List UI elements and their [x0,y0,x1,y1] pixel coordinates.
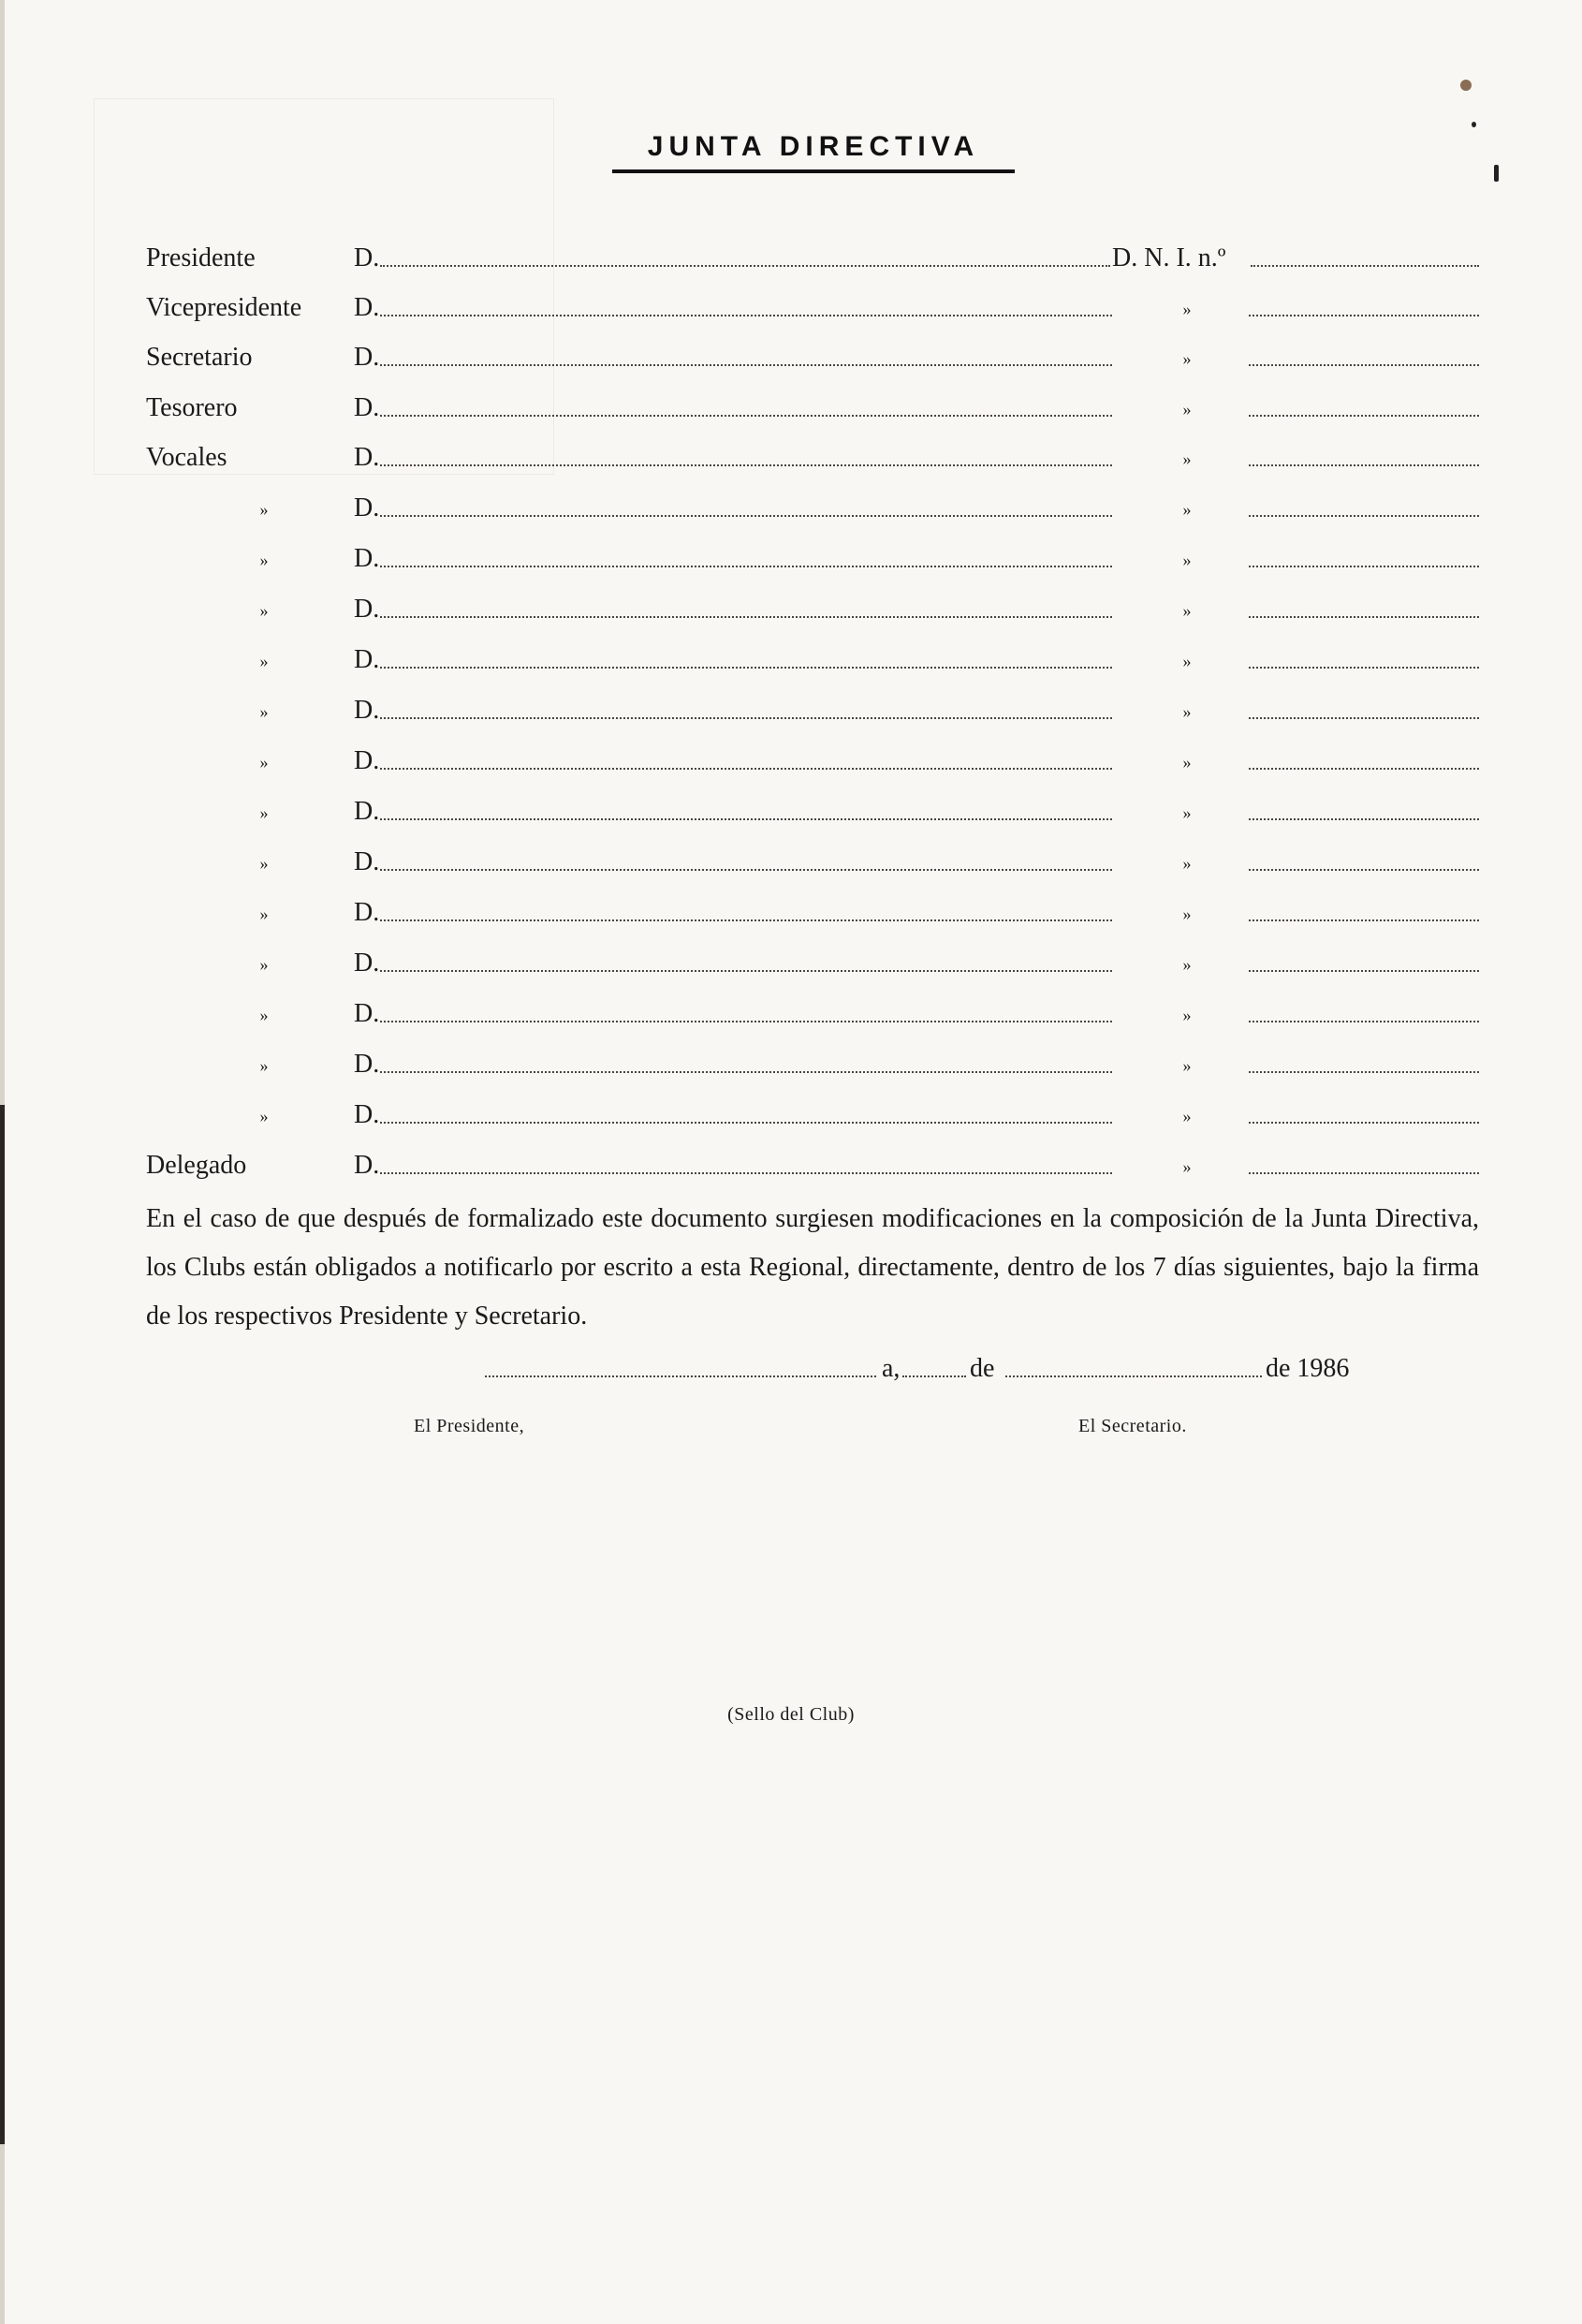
board-member-row [0,1093,1582,1130]
title-underline [612,169,1015,173]
name-input[interactable] [380,919,1112,921]
dni-ditto-mark: » [1182,1056,1192,1075]
dni-ditto-mark: » [1182,803,1192,822]
date-de-label: de [970,1354,995,1383]
role-ditto-mark: » [259,905,269,923]
name-prefix: D. [354,847,380,876]
role-ditto-mark: » [259,601,269,620]
board-member-row [0,789,1582,827]
dni-ditto-mark: » [1182,551,1192,569]
dni-input[interactable] [1249,970,1479,972]
role-ditto-mark: » [259,500,269,519]
notice-paragraph: En el caso de que después de formalizado este documento surgiesen modificaciones en la composición de la Junta Directiva, los Clubs están obligados a notificarlo por escrito a esta Regional, directamente, dentro de los 7 días siguientes, bajo la firma de los respectivos Presidente y Secretario. [146,1204,1479,1331]
role-ditto-mark: » [259,955,269,974]
board-member-row [0,688,1582,726]
name-input[interactable] [380,818,1112,820]
name-input[interactable] [380,970,1112,972]
document-title: JUNTA DIRECTIVA [647,131,980,162]
board-member-row [0,1143,1582,1181]
place-input[interactable] [485,1375,876,1377]
dni-input[interactable] [1249,415,1479,417]
board-member-row [0,587,1582,625]
name-prefix: D. [354,999,380,1028]
ink-spot [1472,122,1476,127]
name-prefix: D. [354,343,380,372]
day-input[interactable] [902,1375,966,1377]
name-input[interactable] [380,667,1112,669]
dni-ditto-mark: » [1182,1107,1192,1125]
role-ditto-mark: » [259,1107,269,1125]
board-member-row [0,236,1582,273]
dni-label: D. N. I. n.º [1112,243,1226,272]
role-ditto-mark: » [259,1056,269,1075]
board-member-row [0,1042,1582,1080]
dni-ditto-mark: » [1182,449,1192,468]
name-prefix: D. [354,293,380,322]
board-member-row [0,335,1582,373]
dni-input[interactable] [1249,616,1479,618]
dni-input[interactable] [1249,919,1479,921]
name-input[interactable] [380,265,1110,267]
dni-input[interactable] [1249,1172,1479,1174]
month-input[interactable] [1005,1375,1262,1377]
name-prefix: D. [354,243,380,272]
name-input[interactable] [380,1071,1112,1073]
name-input[interactable] [380,566,1112,567]
role-ditto-mark: » [259,702,269,721]
dni-input[interactable] [1249,717,1479,719]
dni-input[interactable] [1249,1021,1479,1022]
dni-ditto-mark: » [1182,1157,1192,1176]
dni-input[interactable] [1249,464,1479,466]
role-ditto-mark: » [259,1006,269,1024]
secretary-signature-label: El Secretario. [1078,1416,1187,1436]
board-member-row [0,638,1582,675]
name-prefix: D. [354,443,380,472]
name-input[interactable] [380,768,1112,770]
name-prefix: D. [354,1100,380,1129]
name-prefix: D. [354,493,380,522]
dni-ditto-mark: » [1182,753,1192,772]
ink-spot [1460,80,1472,91]
name-prefix: D. [354,393,380,422]
dni-input[interactable] [1249,566,1479,567]
dni-ditto-mark: » [1182,500,1192,519]
dni-input[interactable] [1249,364,1479,366]
dni-ditto-mark: » [1182,652,1192,670]
name-input[interactable] [380,1021,1112,1022]
name-input[interactable] [380,1122,1112,1124]
name-input[interactable] [380,415,1112,417]
name-prefix: D. [354,746,380,775]
role-label: Vicepresidente [146,293,302,322]
role-ditto-mark: » [259,803,269,822]
dni-ditto-mark: » [1182,1006,1192,1024]
board-member-row [0,386,1582,423]
name-input[interactable] [380,315,1112,316]
role-ditto-mark: » [259,753,269,772]
name-input[interactable] [380,1172,1112,1174]
role-ditto-mark: » [259,854,269,873]
name-prefix: D. [354,595,380,624]
dni-input[interactable] [1251,265,1479,267]
dni-input[interactable] [1249,315,1479,316]
board-member-row [0,486,1582,523]
board-member-row [0,840,1582,877]
dni-input[interactable] [1249,515,1479,517]
board-member-row [0,286,1582,323]
name-prefix: D. [354,696,380,725]
role-ditto-mark: » [259,551,269,569]
date-a-label: a, [882,1354,901,1383]
dni-input[interactable] [1249,869,1479,871]
date-year-label: de 1986 [1266,1354,1350,1383]
dni-ditto-mark: » [1182,905,1192,923]
name-input[interactable] [380,616,1112,618]
board-member-row [0,941,1582,978]
board-member-row [0,435,1582,473]
name-prefix: D. [354,544,380,573]
name-prefix: D. [354,1050,380,1079]
dni-ditto-mark: » [1182,400,1192,419]
board-member-row [0,739,1582,776]
name-prefix: D. [354,797,380,826]
board-member-row [0,992,1582,1029]
ink-spot [1494,165,1499,182]
club-stamp-label: (Sello del Club) [727,1704,855,1725]
name-input[interactable] [380,717,1112,719]
role-label: Tesorero [146,393,238,422]
dni-input[interactable] [1249,818,1479,820]
name-prefix: D. [354,949,380,978]
name-input[interactable] [380,869,1112,871]
dni-ditto-mark: » [1182,349,1192,368]
board-member-row [0,890,1582,928]
role-label: Delegado [146,1151,247,1180]
dni-ditto-mark: » [1182,601,1192,620]
role-label: Vocales [146,443,227,472]
dni-ditto-mark: » [1182,702,1192,721]
role-label: Presidente [146,243,256,272]
role-label: Secretario [146,343,253,372]
dni-input[interactable] [1249,1071,1479,1073]
president-signature-label: El Presidente, [414,1416,525,1436]
board-member-row [0,537,1582,574]
name-prefix: D. [354,1151,380,1180]
place-date-line [0,1346,1582,1384]
name-input[interactable] [380,464,1112,466]
page-edge-dark [0,1105,5,2144]
dni-input[interactable] [1249,768,1479,770]
name-prefix: D. [354,645,380,674]
dni-ditto-mark: » [1182,300,1192,318]
name-input[interactable] [380,364,1112,366]
name-prefix: D. [354,898,380,927]
dni-input[interactable] [1249,1122,1479,1124]
dni-ditto-mark: » [1182,854,1192,873]
name-input[interactable] [380,515,1112,517]
role-ditto-mark: » [259,652,269,670]
dni-ditto-mark: » [1182,955,1192,974]
dni-input[interactable] [1249,667,1479,669]
